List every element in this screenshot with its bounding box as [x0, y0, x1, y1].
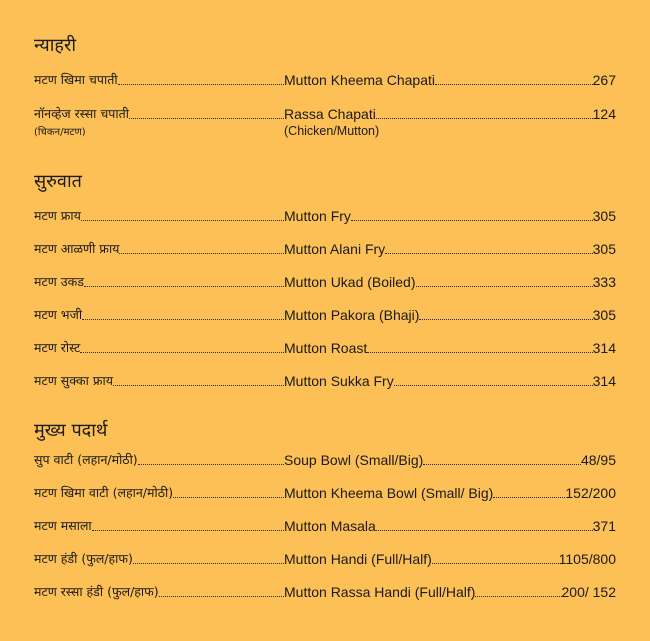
menu-item	[34, 481, 616, 501]
dot-leader	[173, 497, 284, 498]
english-name-cell	[284, 237, 616, 257]
dot-leader	[376, 530, 593, 531]
menu-item	[34, 547, 616, 567]
marathi-name-cell	[34, 580, 284, 600]
marathi-name-cell	[34, 303, 284, 323]
menu-item	[34, 303, 616, 323]
marathi-name-cell	[34, 237, 284, 257]
marathi-name: मटण खिमा वाटी (लहान/मोठी)	[34, 485, 174, 500]
english-name: Mutton Rassa Handi (Full/Half)	[284, 584, 476, 600]
marathi-name: मटण रोस्ट	[34, 340, 81, 355]
price: 305	[592, 208, 616, 224]
dot-leader	[118, 84, 284, 85]
dot-leader	[113, 385, 284, 386]
marathi-name-cell	[34, 448, 284, 468]
price: 48/95	[580, 452, 616, 468]
english-name-cell	[284, 514, 616, 534]
dot-leader	[376, 118, 593, 119]
marathi-name-cell	[34, 102, 284, 122]
dot-leader	[385, 253, 592, 254]
english-name: Mutton Pakora (Bhaji)	[284, 307, 420, 323]
english-name: Mutton Fry	[284, 208, 351, 224]
english-name-cell	[284, 303, 616, 323]
english-name: Mutton Sukka Fry	[284, 373, 394, 389]
english-name: Mutton Masala	[284, 518, 376, 534]
marathi-name-cell	[34, 547, 284, 567]
marathi-name: मटण भजी	[34, 307, 83, 322]
english-name: Mutton Kheema Bowl (Small/ Big)	[284, 485, 494, 501]
section-title-breakfast: न्याहरी	[34, 35, 76, 56]
price: 314	[592, 340, 616, 356]
dot-leader	[138, 464, 284, 465]
english-name: Rassa Chapati	[284, 106, 376, 122]
marathi-name: नॉनव्हेज रस्सा चपाती	[34, 106, 130, 121]
dot-leader	[92, 530, 284, 531]
marathi-name-cell	[34, 270, 284, 290]
marathi-name: सुप वाटी (लहान/मोठी)	[34, 452, 138, 467]
dot-leader	[351, 220, 593, 221]
menu-item	[34, 102, 616, 138]
marathi-name-cell	[34, 369, 284, 389]
english-name-cell	[284, 204, 616, 224]
menu-item	[34, 270, 616, 290]
price: 1105/800	[558, 551, 616, 567]
dot-leader	[80, 352, 284, 353]
marathi-name-cell	[34, 481, 284, 501]
dot-leader	[416, 286, 593, 287]
marathi-name: मटण खिमा चपाती	[34, 72, 118, 87]
english-name: Mutton Ukad (Boiled)	[284, 274, 416, 290]
price: 267	[592, 72, 616, 88]
dot-leader	[81, 220, 284, 221]
dot-leader	[159, 596, 284, 597]
marathi-name: मटण रस्सा हंडी (फुल/हाफ)	[34, 584, 159, 599]
dot-leader	[133, 563, 284, 564]
marathi-name: मटण फ्राय	[34, 208, 81, 223]
section-title-main-course: मुख्य पदार्थ	[34, 420, 108, 441]
english-name: Soup Bowl (Small/Big)	[284, 452, 424, 468]
menu-item	[34, 204, 616, 224]
english-name-cell	[284, 336, 616, 356]
english-name-cell	[284, 369, 616, 389]
dot-leader	[82, 319, 284, 320]
dot-leader	[394, 385, 593, 386]
price: 305	[592, 307, 616, 323]
english-name-cell	[284, 68, 616, 88]
english-name-cell	[284, 270, 616, 290]
marathi-name: मटण सुक्का फ्राय	[34, 373, 113, 388]
english-name: Mutton Roast	[284, 340, 368, 356]
price: 333	[592, 274, 616, 290]
price: 305	[592, 241, 616, 257]
dot-leader	[129, 118, 284, 119]
menu-item	[34, 237, 616, 257]
dot-leader	[493, 497, 565, 498]
price: 124	[592, 106, 616, 122]
english-name-cell	[284, 481, 616, 501]
english-name: Mutton Alani Fry	[284, 241, 386, 257]
marathi-name-cell	[34, 68, 284, 88]
english-name-cell	[284, 102, 616, 122]
dot-leader	[367, 352, 592, 353]
marathi-name: मटण आळणी फ्राय	[34, 241, 120, 256]
dot-leader	[84, 286, 284, 287]
marathi-name: मटण उकड	[34, 274, 84, 289]
marathi-subtext: (चिकन/मटण)	[34, 127, 86, 138]
menu-item	[34, 580, 616, 600]
dot-leader	[423, 464, 581, 465]
section-title-starters: सुरुवात	[34, 171, 82, 192]
dot-leader	[475, 596, 561, 597]
english-name-cell	[284, 547, 616, 567]
dot-leader	[435, 84, 593, 85]
menu-item	[34, 68, 616, 88]
english-name: Mutton Handi (Full/Half)	[284, 551, 432, 567]
dot-leader	[119, 253, 284, 254]
marathi-name-cell	[34, 336, 284, 356]
english-subtext: (Chicken/Mutton)	[284, 124, 380, 138]
english-name-cell	[284, 580, 616, 600]
english-name: Mutton Kheema Chapati	[284, 72, 435, 88]
marathi-name-cell	[34, 204, 284, 224]
price: 314	[592, 373, 616, 389]
marathi-name: मटण हंडी (फुल/हाफ)	[34, 551, 133, 566]
menu-item	[34, 369, 616, 389]
dot-leader	[432, 563, 559, 564]
price: 152/200	[565, 485, 616, 501]
marathi-name: मटण मसाला	[34, 518, 92, 533]
dot-leader	[419, 319, 592, 320]
marathi-name-cell	[34, 514, 284, 534]
menu-item	[34, 448, 616, 468]
english-name-cell	[284, 448, 616, 468]
menu-item	[34, 336, 616, 356]
price: 200/ 152	[561, 584, 616, 600]
price: 371	[592, 518, 616, 534]
menu-item	[34, 514, 616, 534]
